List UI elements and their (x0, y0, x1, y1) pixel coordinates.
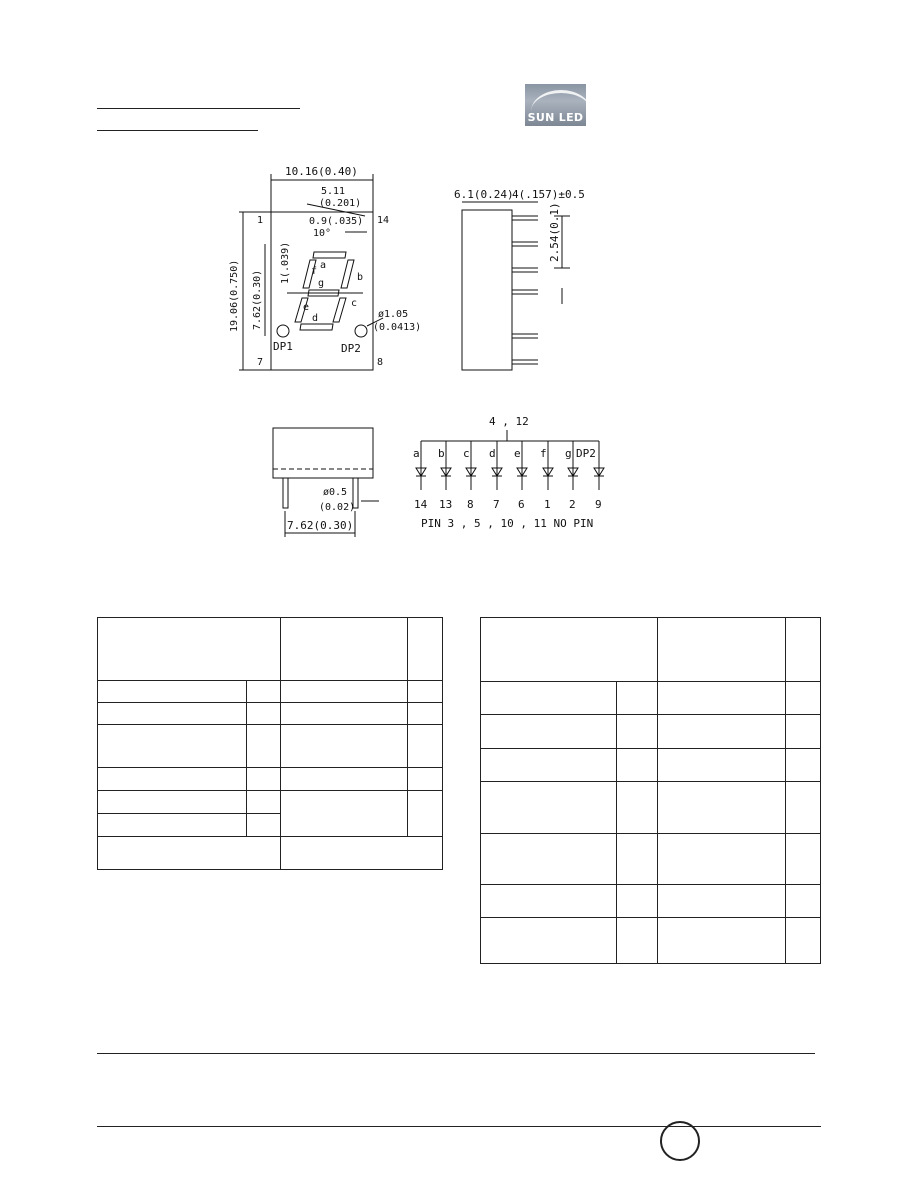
dim-pin-dia-a: ø0.5 (323, 487, 348, 498)
table-cell (246, 814, 281, 837)
pin-14-label: 14 (377, 215, 390, 226)
table-cell (281, 725, 408, 768)
table-cell (658, 885, 786, 918)
table-cell (786, 618, 821, 682)
table-cell (98, 837, 281, 870)
table-row (481, 885, 821, 918)
table-row (481, 749, 821, 782)
table-row (98, 681, 443, 703)
seg-d-label: d (312, 313, 319, 324)
table-cell (481, 885, 617, 918)
table-cell (481, 782, 617, 834)
dim-dot-dia-b: (0.0413) (373, 322, 422, 333)
table-cell (408, 703, 443, 725)
table-cell (408, 725, 443, 768)
table-cell (658, 618, 786, 682)
dim-pin-length: 4(.157)±0.5 (512, 188, 585, 201)
circuit-pin-label: 6 (518, 498, 525, 511)
table-row (481, 618, 821, 682)
seg-a-label: a (320, 260, 327, 271)
table-cell (98, 703, 247, 725)
dim-row-spacing: 7.62(0.30) (287, 519, 354, 532)
circuit-pin-label: 9 (595, 498, 602, 511)
table-cell (281, 703, 408, 725)
table-row (98, 618, 443, 681)
table-cell (616, 918, 658, 964)
table-row (481, 682, 821, 715)
table-cell (408, 768, 443, 791)
no-pin-note: PIN 3 , 5 , 10 , 11 NO PIN (421, 517, 594, 530)
table-row (98, 725, 443, 768)
dp1-label: DP1 (273, 340, 293, 353)
circuit-seg-label: DP2 (576, 447, 596, 460)
table-cell (658, 749, 786, 782)
table-cell (658, 918, 786, 964)
table-cell (616, 885, 658, 918)
dim-pitch: 2.54(0.1) (548, 202, 561, 262)
dim-height: 19.06(0.750) (229, 259, 240, 332)
dim-digit-height: 7.62(0.30) (252, 269, 263, 330)
dim-dot-dia-a: ø1.05 (378, 309, 409, 320)
page-number-badge (660, 1121, 700, 1161)
dim-overall-width: 10.16(0.40) (285, 165, 358, 178)
table-cell (246, 768, 281, 791)
table-cell (246, 791, 281, 814)
bottom-view-drawing (265, 425, 385, 540)
circuit-pin-label: 2 (569, 498, 576, 511)
table-cell (281, 768, 408, 791)
table-row (98, 768, 443, 791)
seg-g-label: g (318, 278, 325, 289)
front-view-drawing (215, 160, 422, 375)
table-cell (281, 791, 408, 837)
circuit-seg-label: d (489, 447, 496, 460)
sun-led-logo (525, 84, 586, 126)
table-cell (408, 681, 443, 703)
table-cell (658, 715, 786, 749)
table-cell (246, 681, 281, 703)
circuit-diagram (405, 412, 620, 537)
table-cell (616, 682, 658, 715)
dim-seg-width-b: (0.201) (319, 198, 362, 209)
table-row (481, 834, 821, 885)
header-line-1 (97, 108, 300, 109)
table-cell (481, 918, 617, 964)
dp2-label: DP2 (341, 342, 361, 355)
table-cell (481, 834, 617, 885)
table-cell (246, 703, 281, 725)
table-cell (281, 837, 443, 870)
circuit-pin-label: 14 (414, 498, 428, 511)
table-cell (408, 618, 443, 681)
left-spec-table (97, 617, 443, 870)
table-row (98, 837, 443, 870)
table-cell (786, 715, 821, 749)
table-row (98, 791, 443, 814)
footer-line-1 (97, 1053, 815, 1054)
seg-e-label: e (303, 302, 310, 313)
table-cell (98, 681, 247, 703)
table-cell (616, 749, 658, 782)
table-cell (281, 681, 408, 703)
header-line-2 (97, 130, 258, 131)
table-row (481, 782, 821, 834)
footer-line-2 (97, 1126, 821, 1127)
dim-slant: 10° (313, 228, 332, 239)
table-cell (616, 834, 658, 885)
table-row (481, 918, 821, 964)
dim-pin-dia-b: (0.02) (319, 502, 356, 513)
dim-dot-size: 1(.039) (280, 241, 291, 284)
table-cell (658, 834, 786, 885)
table-cell (616, 715, 658, 749)
seg-c-label: c (351, 298, 358, 309)
circuit-seg-label: c (463, 447, 470, 460)
table-cell (786, 918, 821, 964)
circuit-seg-label: a (413, 447, 420, 460)
pin-8-label: 8 (377, 357, 384, 368)
dim-seg-width-a: 5.11 (321, 186, 346, 197)
logo-text: SUN LED (527, 111, 584, 124)
table-cell (246, 725, 281, 768)
table-cell (786, 834, 821, 885)
table-cell (658, 682, 786, 715)
dim-seg-thick: 0.9(.035) (309, 216, 364, 227)
table-cell (786, 782, 821, 834)
circuit-seg-label: b (438, 447, 445, 460)
circuit-pin-label: 1 (544, 498, 551, 511)
circuit-pin-label: 7 (493, 498, 500, 511)
table-cell (98, 814, 247, 837)
table-row (481, 715, 821, 749)
table-cell (481, 682, 617, 715)
dim-side-depth: 6.1(0.24) (454, 188, 514, 201)
table-cell (98, 725, 247, 768)
table-cell (481, 715, 617, 749)
side-view-drawing (450, 180, 620, 375)
table-cell (786, 749, 821, 782)
circuit-pin-label: 8 (467, 498, 474, 511)
seg-f-label: f (311, 266, 318, 277)
table-cell (481, 749, 617, 782)
table-cell (786, 885, 821, 918)
table-cell (616, 782, 658, 834)
circuit-pin-label: 13 (439, 498, 453, 511)
table-cell (658, 782, 786, 834)
table-cell (98, 791, 247, 814)
pin-1-label: 1 (257, 215, 264, 226)
common-pins-label: 4 , 12 (489, 415, 529, 428)
table-cell (786, 682, 821, 715)
table-cell (281, 618, 408, 681)
circuit-seg-label: f (540, 447, 547, 460)
table-row (98, 703, 443, 725)
pin-7-label: 7 (257, 357, 264, 368)
right-spec-table (480, 617, 821, 964)
table-cell (98, 618, 281, 681)
circuit-seg-label: e (514, 447, 521, 460)
seg-b-label: b (357, 272, 364, 283)
table-cell (408, 791, 443, 837)
table-cell (481, 618, 658, 682)
table-cell (98, 768, 247, 791)
circuit-seg-label: g (565, 447, 572, 460)
